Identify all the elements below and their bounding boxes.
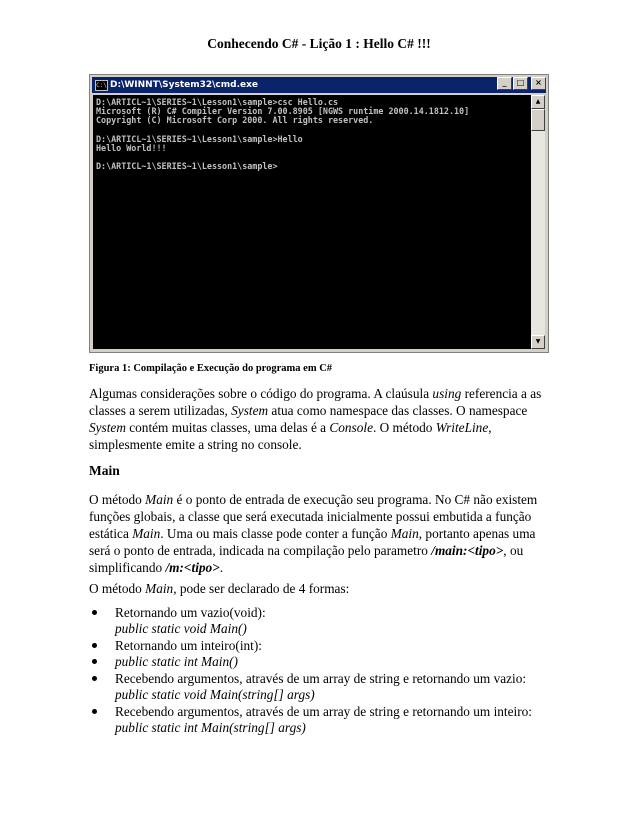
maximize-icon: □ <box>513 77 528 90</box>
form-description: Recebendo argumentos, através de um array de string e retornando um vazio: <box>115 671 527 686</box>
keyword: /main:<tipo> <box>431 543 504 558</box>
keyword: Main <box>390 526 419 541</box>
console-line: Microsoft (R) C# Compiler Version 7.00.8905 [NGWS runtime 2000.14.1812.10] <box>96 106 470 117</box>
text: contém muitas classes, uma delas é a <box>125 420 330 435</box>
bullet-icon <box>92 643 97 648</box>
bullet-icon <box>92 709 97 714</box>
form-signature: public static int Main(string[] args) <box>115 719 306 735</box>
list-item <box>89 605 559 636</box>
text: , portanto apenas uma será o ponto de entrada, indicada na compilação pelo parametro <box>89 526 536 558</box>
text: , pode ser declarado de 4 formas: <box>173 581 350 596</box>
text: . <box>219 560 224 575</box>
list-item <box>89 671 559 702</box>
close-icon: × <box>531 77 546 90</box>
text: atua como namespace das classes. O namespace <box>268 403 528 418</box>
list-item <box>89 654 559 670</box>
keyword: Main <box>145 581 174 596</box>
scroll-up-icon: ▲ <box>531 95 545 109</box>
console-line: D:\ARTICL~1\SERIES~1\Lesson1\sample>Hello <box>96 133 303 144</box>
list-item <box>89 704 559 735</box>
form-signature: public static int Main() <box>115 653 238 669</box>
console-line: Hello World!!! <box>96 143 167 153</box>
form-description: Recebendo argumentos, através de um array de string e retornando um inteiro: <box>115 704 532 719</box>
text: . O método <box>372 420 436 435</box>
main-paragraph <box>89 491 559 576</box>
page-title: Conhecendo C# - Lição 1 : Hello C# !!! <box>207 36 431 51</box>
text: Algumas considerações sobre o código do programa. A claúsula <box>89 386 433 401</box>
keyword: using <box>432 386 462 401</box>
form-description: Retornando um inteiro(int): <box>115 638 262 653</box>
form-description: Retornando um vazio(void): <box>115 605 266 620</box>
figure-caption: Figura 1: Compilação e Execução do programa em C# <box>89 363 333 374</box>
console-screenshot <box>89 74 549 353</box>
forms-intro <box>89 580 559 597</box>
text: O método <box>89 581 146 596</box>
bullet-icon <box>92 659 97 664</box>
form-signature: public static void Main(string[] args) <box>115 686 315 702</box>
text: , simplesmente emite a string no console. <box>89 420 492 452</box>
keyword: System <box>89 420 126 435</box>
console-title: D:\WINNT\System32\cmd.exe <box>110 80 259 90</box>
keyword: Console <box>329 420 373 435</box>
list-item <box>89 638 559 654</box>
scroll-down-icon: ▼ <box>531 335 545 349</box>
keyword: System <box>231 403 269 418</box>
window-controls <box>497 77 546 90</box>
cmd-app-icon: C:\ <box>96 82 107 89</box>
console-line: D:\ARTICL~1\SERIES~1\Lesson1\sample> <box>96 161 278 172</box>
main-forms-list <box>89 605 559 735</box>
scroll-thumb <box>531 109 545 131</box>
keyword: /m:<tipo> <box>165 560 220 575</box>
keyword: Main <box>132 526 161 541</box>
section-heading-main: Main <box>89 463 120 478</box>
minimize-icon: _ <box>497 77 512 90</box>
keyword: Main <box>145 492 174 507</box>
bullet-icon <box>92 610 97 615</box>
text: é o ponto de entrada de execução seu programa. No C# não existem funções globais, a classe que será executada inicialmente possui embutida a função estática <box>89 492 538 541</box>
console-line: Copyright (C) Microsoft Corp 2000. All rights reserved. <box>96 115 374 126</box>
keyword: WriteLine <box>435 420 489 435</box>
console-scrollbar <box>531 95 545 349</box>
text: O método <box>89 492 146 507</box>
text: referencia a as classes a serem utilizadas, <box>89 386 542 418</box>
console-titlebar <box>92 77 546 93</box>
text: . Uma ou mais classe pode conter a função <box>160 526 391 541</box>
text: , ou simplificando <box>89 543 524 575</box>
console-line: D:\ARTICL~1\SERIES~1\Lesson1\sample>csc Hello.cs <box>96 97 339 107</box>
intro-paragraph <box>89 385 559 453</box>
form-signature: public static void Main() <box>115 620 247 636</box>
bullet-icon <box>92 676 97 681</box>
console-output <box>93 95 531 349</box>
